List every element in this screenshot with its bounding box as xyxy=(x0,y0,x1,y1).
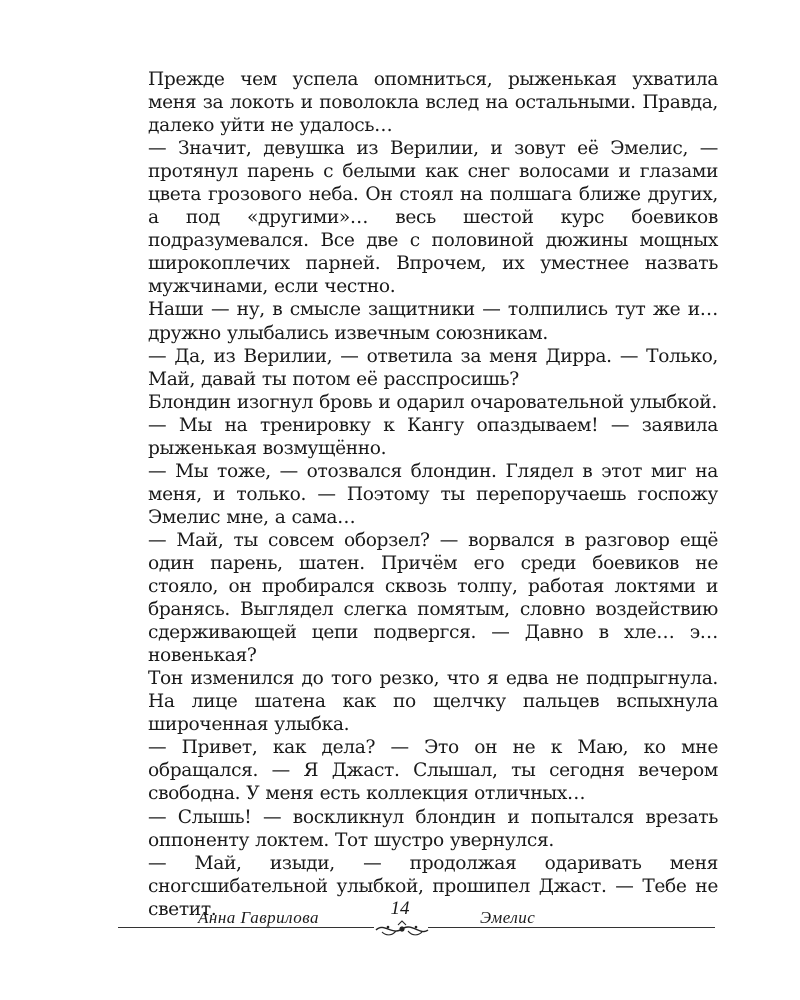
paragraph: Прежде чем успела опомниться, рыженькая ухватила меня за локоть и поволокла вслед на остальными. Правда, далеко уйти не удалось… xyxy=(148,69,718,137)
page-body-text xyxy=(148,68,718,921)
paragraph: Тон изменился до того резко, что я едва не подпрыгнула. На лице шатена как по щелчку пальцев вспыхнула широченная улыбка. xyxy=(148,668,718,736)
footer-rule-right xyxy=(428,927,715,928)
paragraph: — Да, из Верилии, — ответила за меня Дирра. — Только, Май, давай ты потом её расспросишь? xyxy=(148,345,718,390)
page-number: 14 xyxy=(390,898,410,919)
paragraph: — Слышь! — воскликнул блондин и попытался врезать оппоненту локтем. Тот шустро увернулся. xyxy=(148,806,718,851)
paragraph: Блондин изогнул бровь и одарил очаровательной улыбкой. xyxy=(148,391,717,413)
paragraph: — Май, ты совсем оборзел? — ворвался в разговор ещё один парень, шатен. Причём его среди боевиков не стояло, он пробирался сквозь толпу, работая локтями и бранясь. Выглядел слегка помятым, словно воздействию сдерживающей цепи подвергся. — Давно в хле… э… новенькая? xyxy=(148,529,718,667)
footer-rule-left xyxy=(118,927,374,928)
paragraph: — Привет, как дела? — Это он не к Маю, ко мне обращался. — Я Джаст. Слышал, ты сегодня вечером свободна. У меня есть коллекция отличных… xyxy=(148,737,718,805)
paragraph: — Май, изыди, — продолжая одаривать меня сногсшибательной улыбкой, прошипел Джаст. — Тебе не светит. xyxy=(148,852,718,920)
footer-book-title: Эмелис xyxy=(480,908,536,927)
paragraph: — Значит, девушка из Верилии, и зовут её Эмелис, — протянул парень с белыми как снег волосами и глазами цвета грозового неба. Он стоял на полшага ближе других, а под «другими»… весь шестой курс боевиков подразумевался. Все две с половиной дюжины мощных широкоплечих парней. Впрочем, их уместнее назвать мужчинами, если честно. xyxy=(148,138,718,298)
ornament-icon xyxy=(374,918,430,940)
paragraph: — Мы на тренировку к Кангу опаздываем! — заявила рыженькая возмущённо. xyxy=(148,414,718,459)
paragraph: Наши — ну, в смысле защитники — толпились тут же и… дружно улыбались извечным союзникам. xyxy=(148,299,718,344)
footer-author: Анна Гаврилова xyxy=(198,908,320,927)
paragraph: — Мы тоже, — отозвался блондин. Глядел в этот миг на меня, и только. — Поэтому ты перепоручаешь госпожу Эмелис мне, а сама… xyxy=(148,460,718,528)
page-footer xyxy=(0,900,800,960)
